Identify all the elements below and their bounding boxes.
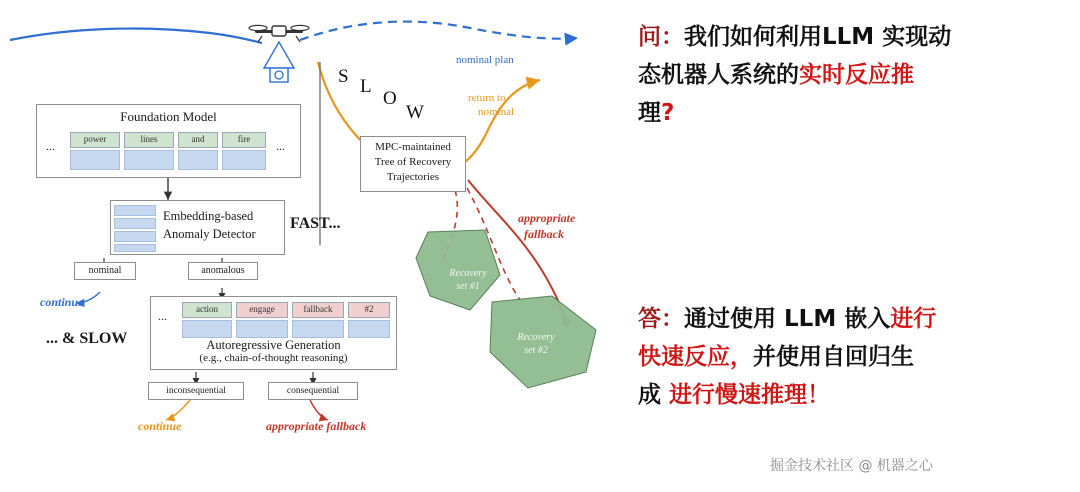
mpc-title-line1: MPC-maintained xyxy=(375,141,451,153)
foundation-model-title: Foundation Model xyxy=(120,109,217,124)
gen-embed-cell-3 xyxy=(292,320,344,338)
gen-token-1: action xyxy=(182,302,232,318)
nominal-plan-label: nominal plan xyxy=(456,54,514,66)
fm-token-0: ... xyxy=(46,139,55,153)
fm-token-2: lines xyxy=(124,132,174,148)
recovery-set-2-label-line2: set #2 xyxy=(524,345,548,356)
detector-embed-row-4 xyxy=(114,244,156,252)
tag-inconsequential: inconsequential xyxy=(148,382,244,400)
gen-embed-cell-4 xyxy=(348,320,390,338)
gen-token-4: #2 xyxy=(348,302,390,318)
question-prefix: 问： xyxy=(638,24,684,50)
slow-letter-o: O xyxy=(383,88,397,109)
fm-token-3: and xyxy=(178,132,218,148)
slow-letter-l: L xyxy=(360,76,372,97)
arrow-to-appropriate-fallback xyxy=(310,400,328,420)
recovery-set-1-label-line2: set #1 xyxy=(456,281,480,292)
qa-panel xyxy=(630,0,1080,492)
detector-embed-row-2 xyxy=(114,218,156,229)
camera-cone-icon xyxy=(264,42,294,82)
fm-token-1: power xyxy=(70,132,120,148)
detector-embed-row-3 xyxy=(114,231,156,242)
answer-body-2: 并使用自回归生 xyxy=(753,344,914,370)
mpc-title-line2: Tree of Recovery xyxy=(374,156,452,168)
appropriate-fallback-right-line2: fallback xyxy=(524,227,564,241)
nominal-plan-dashed xyxy=(300,22,578,40)
anomaly-detector-title-line1: Embedding-based xyxy=(163,209,254,223)
answer-highlight-2: 快速反应， xyxy=(638,344,753,370)
slow-letter-w: W xyxy=(406,102,424,123)
question-body-1: 我们如何利用LLM 实现动 xyxy=(684,24,952,50)
outcome-continue-left: continue xyxy=(40,295,84,309)
autoregressive-title-line1: Autoregressive Generation xyxy=(206,338,341,352)
and-slow-label: ... & SLOW xyxy=(46,330,128,347)
fm-embedding-cell-4 xyxy=(222,150,266,170)
appropriate-fallback-right-line1: appropriate xyxy=(518,211,576,225)
question-highlight-1: 实时反应推 xyxy=(799,62,914,88)
fast-label: FAST... xyxy=(290,215,341,232)
answer-body-3: 成 xyxy=(638,382,670,408)
question-block xyxy=(638,18,1030,132)
outcome-continue-bottom: continue xyxy=(138,419,182,433)
fm-token-4: fire xyxy=(222,132,266,148)
gen-embed-cell-1 xyxy=(182,320,232,338)
outcome-appropriate-fallback-bottom: appropriate fallback xyxy=(266,419,367,433)
answer-body-1: 通过使用 LLM 嵌入 xyxy=(684,306,891,332)
answer-block xyxy=(638,300,1030,414)
gen-embed-cell-2 xyxy=(236,320,288,338)
fm-embedding-cell-2 xyxy=(124,150,174,170)
watermark xyxy=(770,455,933,475)
tag-anomalous: anomalous xyxy=(188,262,258,280)
anomaly-detector-title-line2: Anomaly Detector xyxy=(163,227,256,241)
gen-token-2: engage xyxy=(236,302,288,318)
recovery-set-1-label-line1: Recovery xyxy=(449,268,487,279)
arrow-to-continue-bottom xyxy=(166,400,190,420)
answer-highlight-3: 进行慢速推理！ xyxy=(669,382,831,408)
fm-embedding-cell-1 xyxy=(70,150,120,170)
answer-highlight-1: 进行 xyxy=(890,306,937,332)
detector-embed-row-1 xyxy=(114,205,156,216)
mpc-title-line3: Trajectories xyxy=(386,171,440,183)
fm-token-5: ... xyxy=(276,139,285,153)
nominal-plan-solid xyxy=(10,29,262,43)
gen-token-0: ... xyxy=(158,309,167,323)
watermark-text: 掘金技术社区 @ 机器之心 xyxy=(770,458,933,474)
return-to-nominal-label-line1: return to xyxy=(468,92,506,104)
recovery-set-2-label-line1: Recovery xyxy=(517,332,555,343)
question-highlight-2: ? xyxy=(661,100,675,126)
question-body-3: 理 xyxy=(638,100,661,126)
return-to-nominal-label-line2: nominal xyxy=(478,106,515,118)
question-body-2: 态机器人系统的 xyxy=(638,62,799,88)
autoregressive-title-line2: (e.g., chain-of-thought reasoning) xyxy=(199,352,348,364)
tag-consequential: consequential xyxy=(268,382,358,400)
tag-nominal: nominal xyxy=(74,262,136,280)
gen-token-3: fallback xyxy=(292,302,344,318)
slow-letter-s: S xyxy=(338,66,349,87)
fm-embedding-cell-3 xyxy=(178,150,218,170)
answer-prefix: 答： xyxy=(638,306,684,332)
